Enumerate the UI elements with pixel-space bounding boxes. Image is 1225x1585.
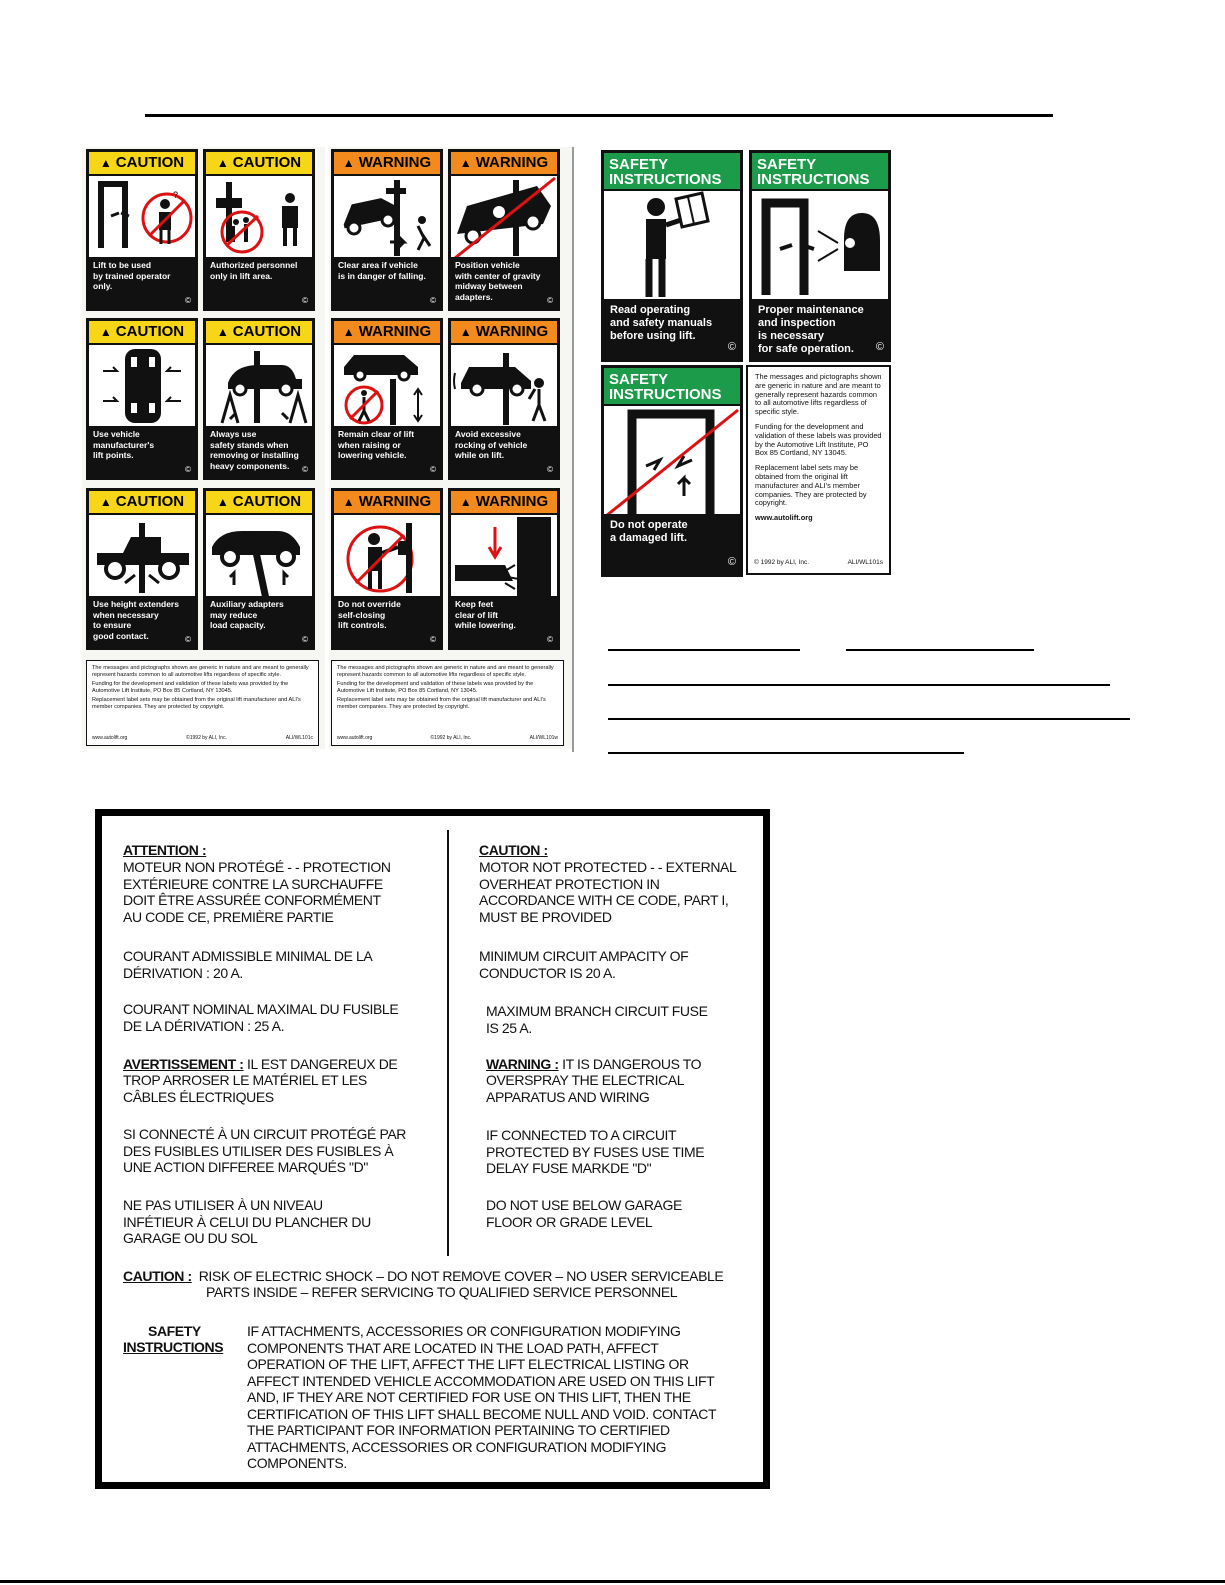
fr-circuit-text: SI CONNECTÉ À UN CIRCUIT PROTÉGÉ PAR DES FUSIBLES UTILISER DES FUSIBLES À UNE ACTION DIFFEREE MARQUÉS "D": [123, 1126, 407, 1175]
warning-label-override-controls: [331, 488, 443, 650]
warning-label-avoid-rocking: [448, 318, 560, 480]
label-header: ▲ CAUTION: [89, 491, 195, 515]
center-of-gravity-pictogram: [451, 174, 557, 260]
en-motor-text: MOTOR NOT PROTECTED - - EXTERNAL OVERHEAT PROTECTION IN ACCORDANCE WITH CE CODE, PART I, MUST BE PROVIDED: [479, 859, 737, 925]
door-lift-pictogram: [89, 174, 195, 260]
safety-instructions-text: IF ATTACHMENTS, ACCESSORIES OR CONFIGURATION MODIFYING COMPONENTS THAT ARE LOCATED IN THE LOAD PATH, AFFECT OPERATION OF THE LIFT, AFFECT THE LIFT ELECTRICAL LISTING OR AFFECT INTENDED VEHICLE ACCOMMODATION ARE USED ON THIS LIFT AND, IF THEY ARE NOT CERTIFIED FOR USE ON THIS LIFT, THEN THE CERTIFICATION OF THIS LIFT SHALL BECOME NULL AND VOID. CONTACT THE PARTICIPANT FOR INFORMATION PERTAINING TO CERTIFIED ATTACHMENTS, ACCESSORIES OR CONFIGURATION MODIFYING COMPONENTS.: [247, 1323, 717, 1471]
copyright-icon: ©: [430, 635, 436, 644]
warning-label-sheet: [329, 147, 572, 749]
warning-triangle-icon: ▲: [99, 495, 112, 509]
remain-clear-pictogram: [334, 343, 440, 429]
copyright-icon: ©: [727, 341, 736, 353]
auxiliary-adapters-pictogram: [206, 513, 312, 599]
copyright-icon: ©: [547, 465, 553, 474]
safety-instructions-sheet: [599, 148, 894, 578]
fr-level-text: NE PAS UTILISER À UN NIVEAU INFÉTIEUR À CELUI DU PLANCHER DU GARAGE OU DU SOL: [123, 1197, 371, 1246]
label-header: ▲ WARNING: [451, 491, 557, 515]
caution-label-safety-stands: [203, 318, 315, 480]
falling-vehicle-pictogram: [334, 174, 440, 260]
caution-label-lift-points: [86, 318, 198, 480]
copyright-icon: ©: [185, 296, 191, 305]
fr-motor-text: MOTEUR NON PROTÉGÉ - - PROTECTION EXTÉRIEURE CONTRE LA SURCHAUFFE DOIT ÊTRE ASSURÉE CONFORMÉMENT AU CODE CE, PREMIÈRE PARTIE: [123, 859, 391, 925]
lift-points-pictogram: [89, 343, 195, 429]
blank-line: [608, 718, 1130, 720]
label-caption: Keep feet clear of lift while lowering.: [451, 596, 557, 647]
copyright-icon: ©: [430, 465, 436, 474]
fr-fuse-text: COURANT NOMINAL MAXIMAL DU FUSIBLE DE LA DÉRIVATION : 25 A.: [123, 1001, 399, 1034]
blank-line: [608, 752, 964, 754]
warning-triangle-icon: ▲: [342, 495, 355, 509]
en-fuse-text: MAXIMUM BRANCH CIRCUIT FUSE IS 25 A.: [486, 1003, 708, 1036]
en-overspray-text: OVERSPRAY THE ELECTRICAL APPARATUS AND WIRING: [486, 1072, 685, 1105]
warning-label-center-of-gravity: [448, 149, 560, 311]
label-header: ▲ WARNING: [334, 152, 440, 176]
height-extenders-pictogram: [89, 513, 195, 599]
warning-triangle-icon: ▲: [342, 325, 355, 339]
warning-triangle-icon: ▲: [459, 495, 472, 509]
personnel-pictogram: [206, 174, 312, 260]
shock-caution-text-2: PARTS INSIDE – REFER SERVICING TO QUALIFIED SERVICE PERSONNEL: [206, 1284, 678, 1300]
label-info-note: The messages and pictographs shown are generic in nature and are meant to generally represent hazards common to all automotive lifts regardless of specific style. Funding for the development and validation of these labels was provided by the Automotive Lift Institute, PO Box 85 Cortland, NY 13045. Replacement label sets may be obtained from the original lift manufacturer and ALI's member companies. They are protected by copyright. www.autolift.org © 1992 by ALI, Inc. ALI/WL101s: [746, 365, 891, 575]
blank-line: [608, 649, 800, 651]
warning-label-clear-area: [331, 149, 443, 311]
warning-triangle-icon: ▲: [342, 156, 355, 170]
label-header: SAFETY INSTRUCTIONS: [604, 153, 740, 191]
shock-caution-heading: CAUTION :: [123, 1268, 192, 1284]
copyright-icon: ©: [185, 465, 191, 474]
ali-url: www.autolift.org: [755, 513, 813, 523]
label-header: ▲ WARNING: [451, 321, 557, 345]
top-rule: [145, 114, 1053, 117]
ali-url: www.autolift.org: [337, 735, 373, 742]
en-caution-heading: CAUTION :: [479, 842, 548, 858]
svg-text:?: ?: [173, 190, 179, 200]
shock-caution-text: CAUTION : RISK OF ELECTRIC SHOCK – DO NOT REMOVE COVER – NO USER SERVICEABLE: [123, 1268, 724, 1284]
label-header: SAFETY INSTRUCTIONS: [752, 153, 888, 191]
bottom-rule: [0, 1580, 1225, 1583]
safety-label-maintenance: [749, 150, 891, 362]
ali-url: www.autolift.org: [92, 735, 128, 742]
copyright-icon: ©: [185, 635, 191, 644]
warning-label-keep-feet-clear: [448, 488, 560, 650]
safety-heading-1: SAFETY: [148, 1323, 201, 1339]
electrical-warning-plate: [95, 809, 770, 1489]
label-caption: Auxiliary adapters may reduce load capacity.: [206, 596, 312, 647]
label-caption: Use vehicle manufacturer's lift points.: [89, 426, 195, 477]
safety-stands-pictogram: [206, 343, 312, 429]
en-circuit-text: IF CONNECTED TO A CIRCUIT PROTECTED BY FUSES USE TIME DELAY FUSE MARKDE "D": [486, 1127, 705, 1176]
safety-label-read-manuals: [601, 150, 743, 362]
fr-ampacity-text: COURANT ADMISSIBLE MINIMAL DE LA DÉRIVATION : 20 A.: [123, 948, 373, 981]
label-caption: Position vehicle with center of gravity midway between adapters.: [451, 257, 557, 308]
caution-label-auxiliary-adapters: [203, 488, 315, 650]
inspection-pictogram: [752, 191, 888, 303]
label-header: ▲ CAUTION: [206, 321, 312, 345]
copyright-icon: ©: [430, 296, 436, 305]
label-caption: Do not operate a damaged lift.: [604, 514, 740, 574]
warning-triangle-icon: ▲: [99, 156, 112, 170]
safety-heading-2: INSTRUCTIONS: [123, 1339, 224, 1355]
label-header: SAFETY INSTRUCTIONS: [604, 368, 740, 406]
copyright-icon: ©: [302, 296, 308, 305]
keep-feet-clear-pictogram: [451, 513, 557, 599]
warning-triangle-icon: ▲: [459, 325, 472, 339]
label-info-note: The messages and pictographs shown are generic in nature and are meant to generally represent hazards common to all automotive lifts regardless of specific style. Funding for the development and validation of these labels was provided by the Automotive Lift Institute, PO Box 85 Cortland, NY 13045. Replacement label sets may be obtained from the original lift manufacturer and ALI's member companies. They are protected by copyright. www.autolift.org ©1992 by ALI, Inc. ALI/WL101c: [86, 660, 319, 746]
label-header: ▲ WARNING: [334, 321, 440, 345]
label-header: ▲ WARNING: [451, 152, 557, 176]
label-caption: Remain clear of lift when raising or lowering vehicle.: [334, 426, 440, 477]
label-header: ▲ CAUTION: [206, 152, 312, 176]
fr-avertissement-heading: AVERTISSEMENT :: [123, 1056, 244, 1072]
read-manual-pictogram: [604, 191, 740, 303]
label-header: ▲ CAUTION: [89, 321, 195, 345]
label-caption: Clear area if vehicle is in danger of falling.: [334, 257, 440, 308]
label-caption: Read operating and safety manuals before using lift.: [604, 299, 740, 359]
warning-triangle-icon: ▲: [99, 325, 112, 339]
warning-triangle-icon: ▲: [216, 325, 229, 339]
caution-label-authorized-personnel: [203, 149, 315, 311]
safety-label-damaged-lift: [601, 365, 743, 577]
copyright-icon: ©: [302, 465, 308, 474]
copyright-icon: ©: [727, 556, 736, 568]
blank-line: [608, 684, 1110, 686]
copyright-icon: ©: [875, 341, 884, 353]
caution-label-height-extenders: [86, 488, 198, 650]
caution-label-sheet: [82, 147, 325, 749]
label-header: ▲ CAUTION: [89, 152, 195, 176]
warning-triangle-icon: ▲: [216, 495, 229, 509]
warning-triangle-icon: ▲: [216, 156, 229, 170]
label-caption: Always use safety stands when removing or installing heavy components.: [206, 426, 312, 477]
label-info-note: The messages and pictographs shown are generic in nature and are meant to generally represent hazards common to all automotive lifts regardless of specific style. Funding for the development and validation of these labels was provided by the Automotive Lift Institute, PO Box 85 Cortland, NY 13045. Replacement label sets may be obtained from the original lift manufacturer and ALI's member companies. They are protected by copyright. www.autolift.org ©1992 by ALI, Inc. ALI/WL101w: [331, 660, 564, 746]
label-header: ▲ WARNING: [334, 491, 440, 515]
en-level-text: DO NOT USE BELOW GARAGE FLOOR OR GRADE LEVEL: [486, 1197, 682, 1230]
column-divider: [447, 830, 449, 1256]
label-caption: Avoid excessive rocking of vehicle while on lift.: [451, 426, 557, 477]
label-caption: Proper maintenance and inspection is necessary for safe operation.: [752, 299, 888, 359]
fr-overspray-text: TROP ARROSER LE MATÉRIEL ET LES CÂBLES ÉLECTRIQUES: [123, 1072, 367, 1105]
label-header: ▲ CAUTION: [206, 491, 312, 515]
blank-line: [846, 649, 1034, 651]
copyright-icon: ©: [547, 635, 553, 644]
fr-attention-heading: ATTENTION :: [123, 842, 207, 858]
rocking-vehicle-pictogram: [451, 343, 557, 429]
damaged-lift-pictogram: [604, 406, 740, 518]
sheet-separator: [572, 147, 574, 752]
caution-label-trained-operator: [86, 149, 198, 311]
copyright-icon: ©: [302, 635, 308, 644]
en-warning-text: WARNING : IT IS DANGEROUS TO: [486, 1056, 702, 1072]
en-ampacity-text: MINIMUM CIRCUIT AMPACITY OF CONDUCTOR IS 20 A.: [479, 948, 689, 981]
warning-triangle-icon: ▲: [459, 156, 472, 170]
warning-label-remain-clear: [331, 318, 443, 480]
override-controls-pictogram: [334, 513, 440, 599]
copyright-icon: ©: [547, 296, 553, 305]
label-caption: Lift to be used by trained operator only.: [89, 257, 195, 308]
label-caption: Do not override self-closing lift controls.: [334, 596, 440, 647]
label-caption: Use height extenders when necessary to ensure good contact.: [89, 596, 195, 647]
en-warning-heading: WARNING :: [486, 1056, 559, 1072]
label-caption: Authorized personnel only in lift area.: [206, 257, 312, 308]
fr-avertissement-text: AVERTISSEMENT : IL EST DANGEREUX DE: [123, 1056, 398, 1072]
